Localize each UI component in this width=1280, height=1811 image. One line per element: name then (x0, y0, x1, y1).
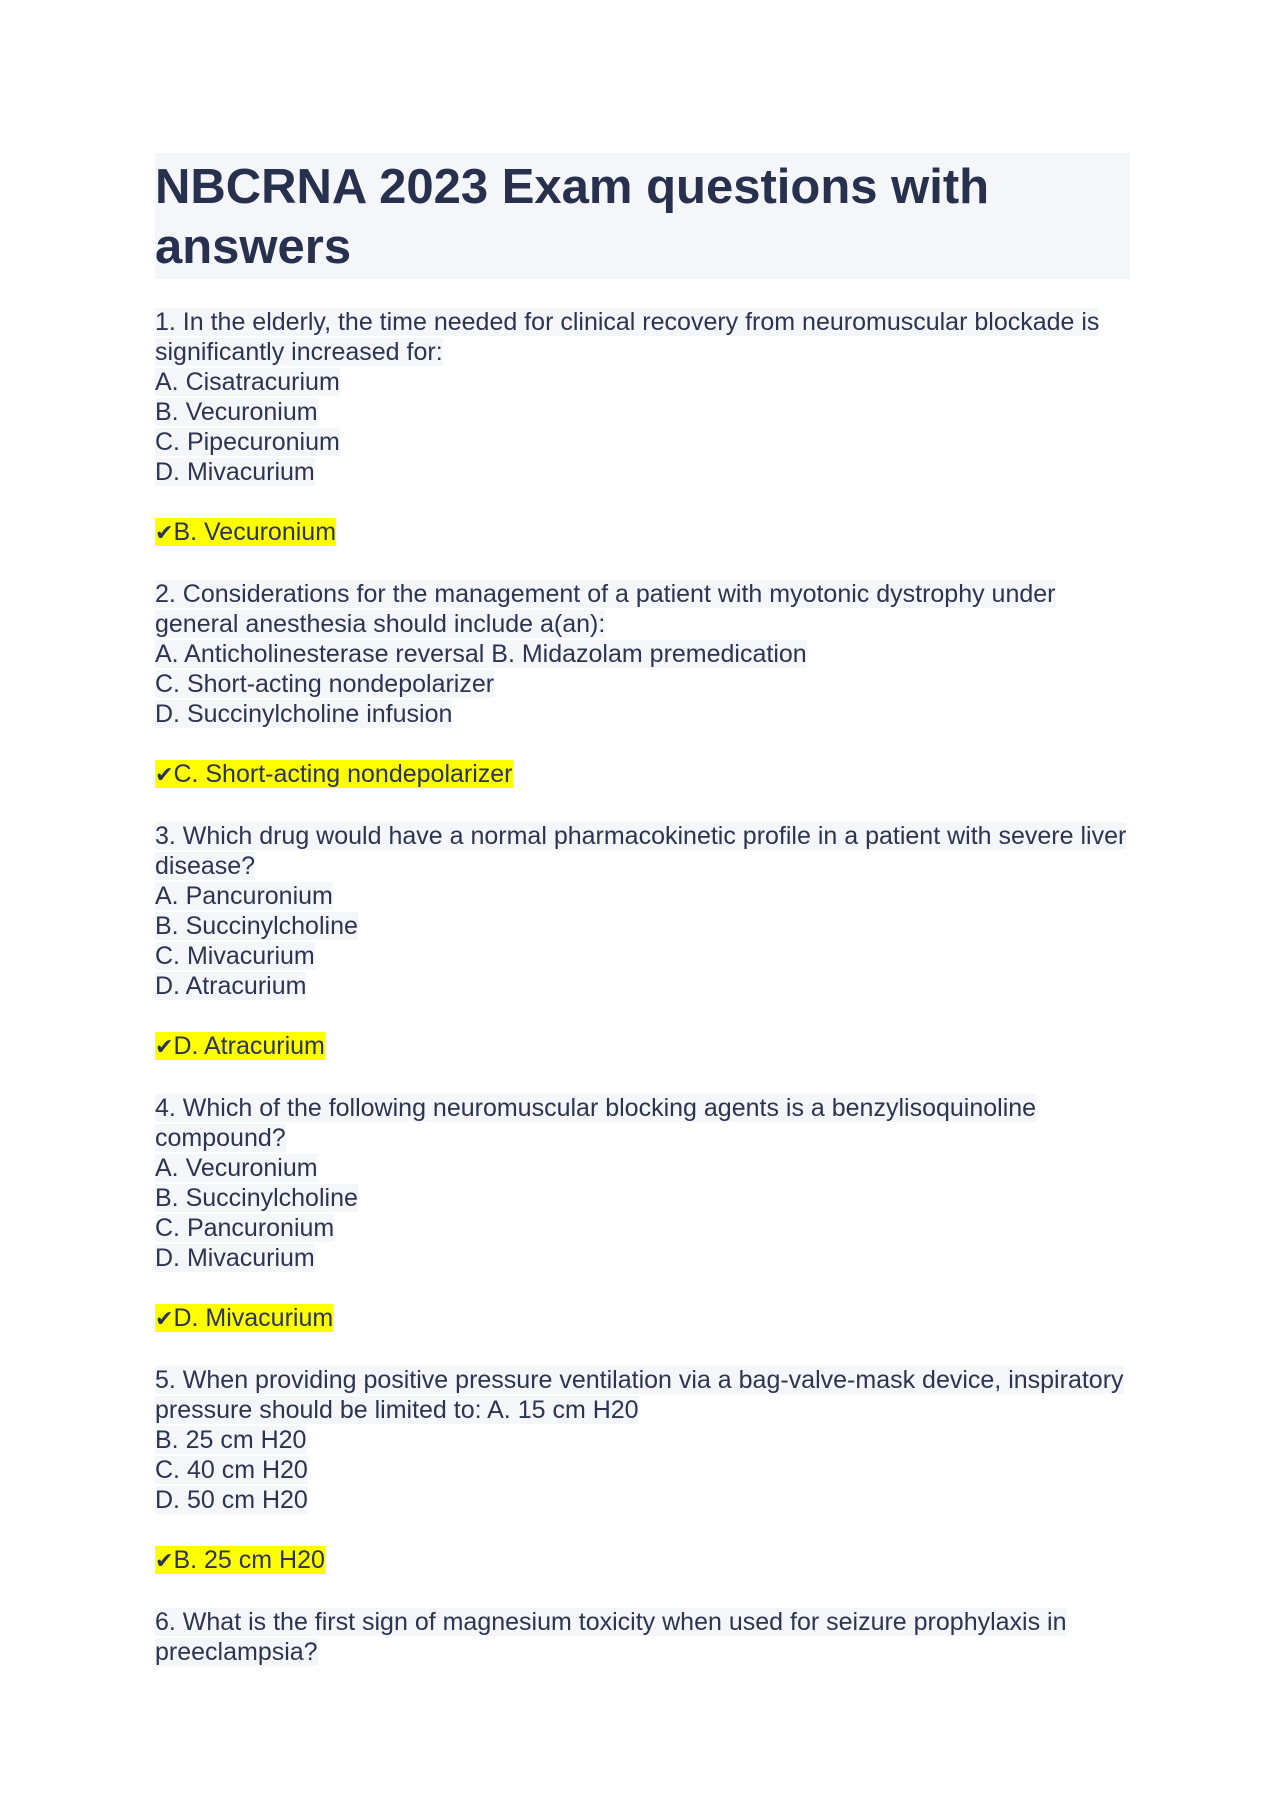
answer-option-text: C. Pancuronium (155, 1214, 335, 1242)
answer-option-text: D. Succinylcholine infusion (155, 700, 453, 728)
question-stem (155, 307, 1130, 367)
answer-option (155, 1183, 1130, 1213)
correct-answer-text: B. 25 cm H20 (173, 1546, 325, 1574)
answer-option (155, 1425, 1130, 1455)
answer-option (155, 457, 1130, 487)
question-stem-text: 2. Considerations for the management of a patient with myotonic dystrophy under general anesthesia should include a(an): (155, 580, 1056, 638)
answer-option-text: A. Pancuronium (155, 882, 333, 910)
correct-answer (155, 759, 1130, 791)
answer-option-text: A. Anticholinesterase reversal B. Midazolam premedication (155, 640, 807, 668)
question-stem (155, 821, 1130, 881)
question-stem-text: 3. Which drug would have a normal pharmacokinetic profile in a patient with severe liver disease? (155, 822, 1127, 880)
correct-answer (155, 1545, 1130, 1577)
correct-answer (155, 517, 1130, 549)
document-page (155, 153, 1130, 1667)
answer-option-text: B. 25 cm H20 (155, 1426, 307, 1454)
question-stem-text: 5. When providing positive pressure ventilation via a bag-valve-mask device, inspiratory pressure should be limited to: A. 15 cm H20 (155, 1366, 1124, 1424)
answer-option (155, 639, 1130, 669)
answer-option-text: B. Succinylcholine (155, 912, 358, 940)
question-block (155, 1093, 1130, 1335)
answer-option (155, 397, 1130, 427)
question-stem-text: 4. Which of the following neuromuscular blocking agents is a benzylisoquinoline compound? (155, 1094, 1037, 1152)
correct-answer-highlight (155, 1304, 333, 1332)
answer-option (155, 699, 1130, 729)
answer-option (155, 911, 1130, 941)
answer-option-text: D. 50 cm H20 (155, 1486, 308, 1514)
correct-answer-highlight (155, 1032, 325, 1060)
question-block (155, 1365, 1130, 1577)
answer-option-text: C. 40 cm H20 (155, 1456, 308, 1484)
question-block (155, 579, 1130, 791)
question-stem (155, 1607, 1130, 1667)
question-block (155, 307, 1130, 549)
answer-option (155, 941, 1130, 971)
checkmark-icon: ✔ (155, 1549, 174, 1574)
question-stem (155, 579, 1130, 639)
answer-option (155, 1153, 1130, 1183)
question-list (155, 307, 1130, 1667)
checkmark-icon: ✔ (155, 521, 174, 546)
answer-option-text: D. Atracurium (155, 972, 307, 1000)
correct-answer-text: D. Mivacurium (173, 1304, 334, 1332)
correct-answer-text: D. Atracurium (173, 1032, 325, 1060)
answer-option-text: C. Short-acting nondepolarizer (155, 670, 495, 698)
answer-option-text: C. Pipecuronium (155, 428, 340, 456)
answer-option (155, 427, 1130, 457)
answer-option-text: B. Succinylcholine (155, 1184, 358, 1212)
question-stem (155, 1093, 1130, 1153)
answer-option-text: C. Mivacurium (155, 942, 315, 970)
answer-option-text: D. Mivacurium (155, 1244, 315, 1272)
question-stem (155, 1365, 1130, 1425)
answer-option (155, 1213, 1130, 1243)
answer-option-text: D. Mivacurium (155, 458, 315, 486)
correct-answer (155, 1303, 1130, 1335)
question-block (155, 821, 1130, 1063)
document-title: NBCRNA 2023 Exam questions with answers (155, 153, 1130, 279)
answer-option-text: A. Cisatracurium (155, 368, 340, 396)
checkmark-icon: ✔ (155, 763, 174, 788)
checkmark-icon: ✔ (155, 1307, 174, 1332)
answer-option (155, 881, 1130, 911)
correct-answer-highlight (155, 518, 336, 546)
answer-option (155, 669, 1130, 699)
question-stem-text: 1. In the elderly, the time needed for clinical recovery from neuromuscular blockade is significantly increased for: (155, 308, 1100, 366)
correct-answer (155, 1031, 1130, 1063)
answer-option (155, 1485, 1130, 1515)
answer-option (155, 367, 1130, 397)
correct-answer-text: B. Vecuronium (173, 518, 337, 546)
answer-option-text: A. Vecuronium (155, 1154, 318, 1182)
answer-option (155, 1455, 1130, 1485)
correct-answer-highlight (155, 760, 513, 788)
answer-option (155, 971, 1130, 1001)
answer-option-text: B. Vecuronium (155, 398, 318, 426)
question-stem-text: 6. What is the first sign of magnesium toxicity when used for seizure prophylaxis in preeclampsia? (155, 1608, 1067, 1666)
checkmark-icon: ✔ (155, 1035, 174, 1060)
answer-option (155, 1243, 1130, 1273)
question-block (155, 1607, 1130, 1667)
correct-answer-highlight (155, 1546, 325, 1574)
correct-answer-text: C. Short-acting nondepolarizer (173, 760, 513, 788)
